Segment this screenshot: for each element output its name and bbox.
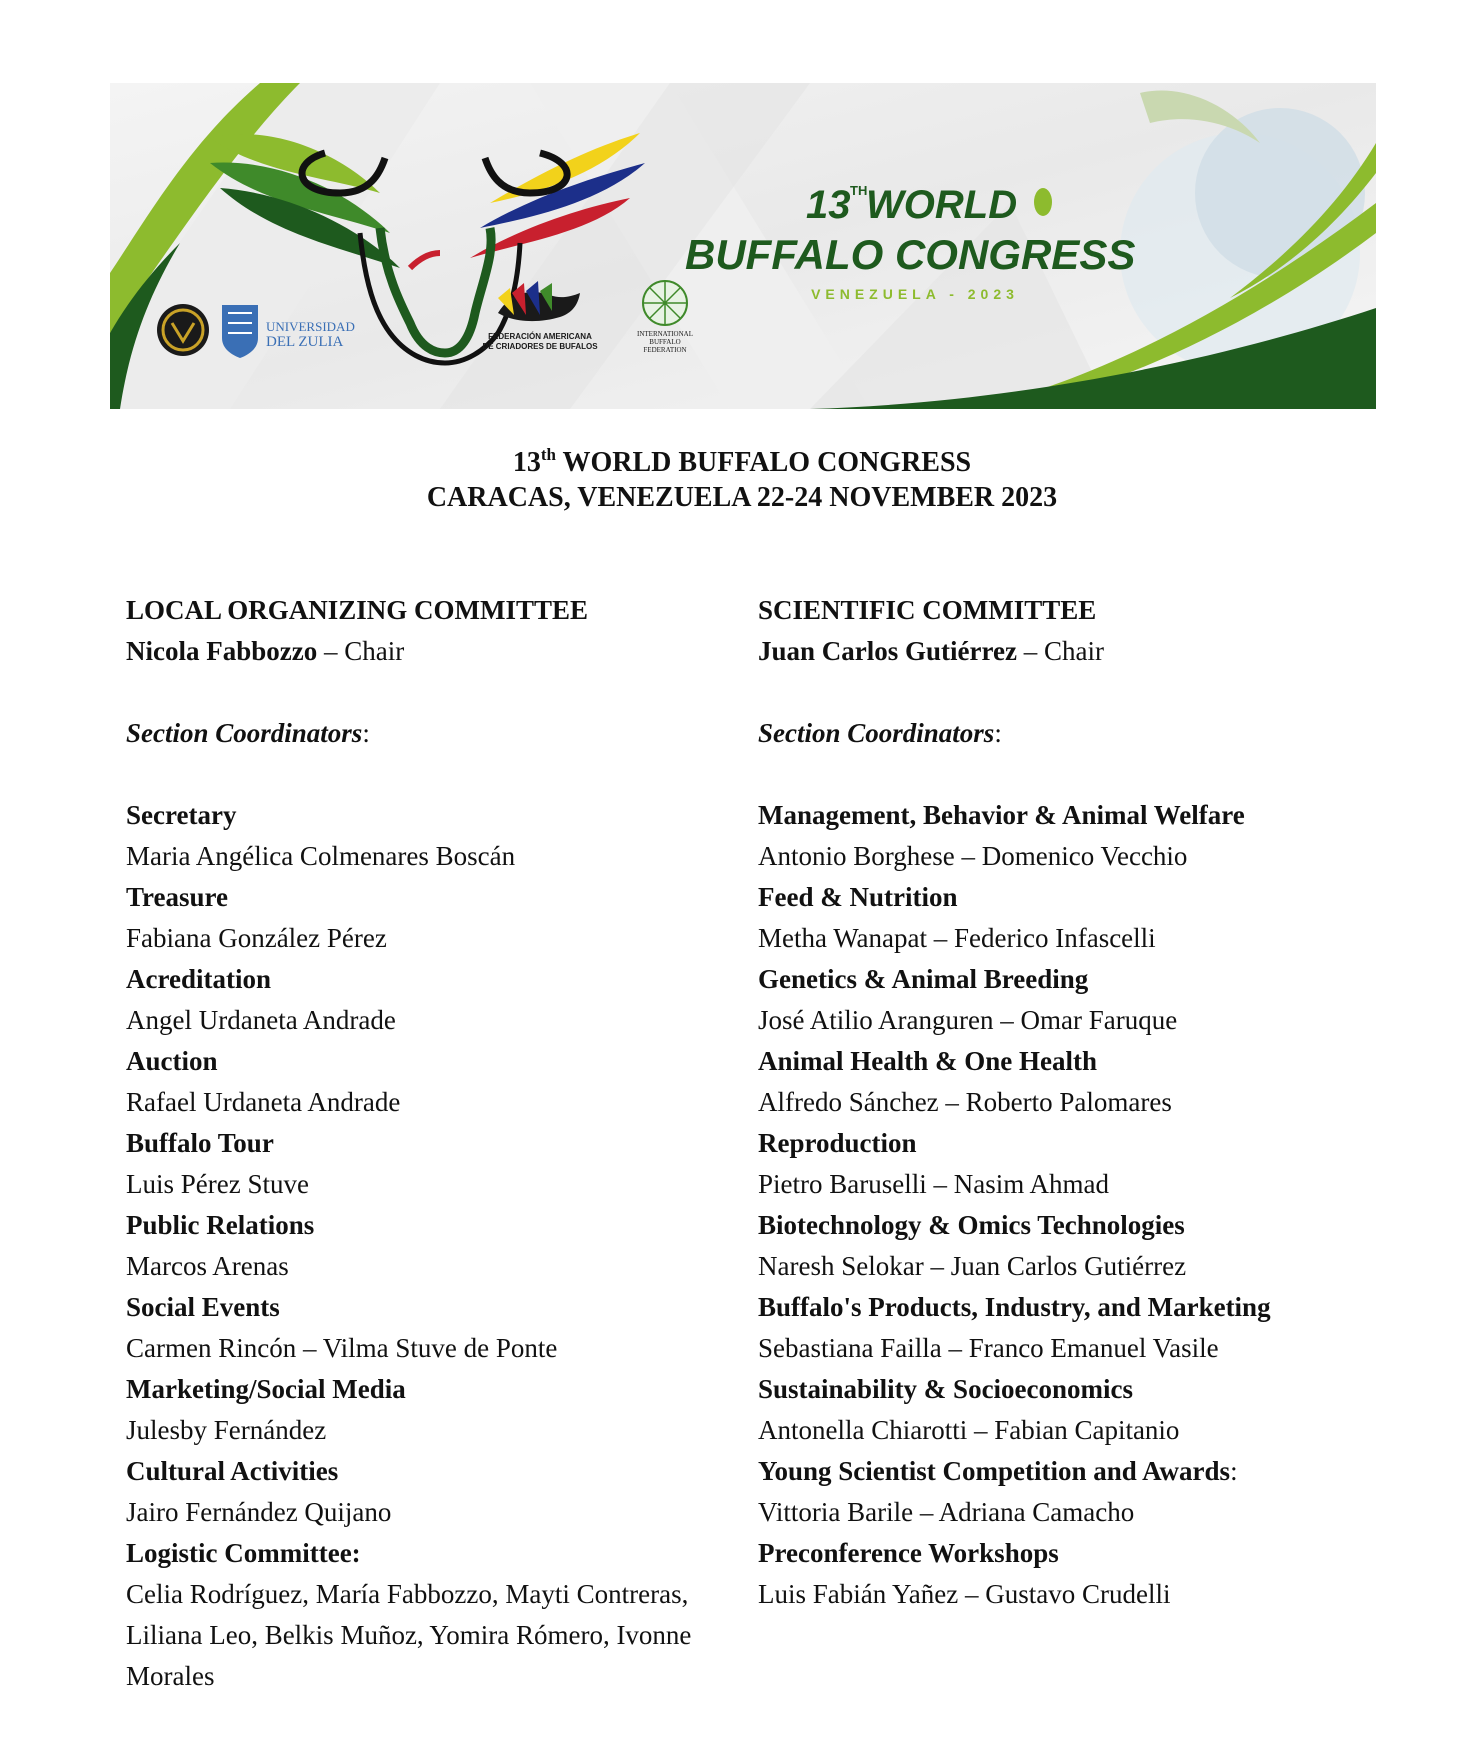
- ibf-name-line3: FEDERATION: [643, 346, 687, 354]
- role-name: Angel Urdaneta Andrade: [126, 1005, 396, 1035]
- section-label: Management, Behavior & Animal Welfare: [758, 800, 1245, 830]
- chair-line: [758, 631, 1458, 672]
- role-label: Logistic Committee:: [126, 1538, 361, 1568]
- ibf-name-line1: INTERNATIONAL: [637, 330, 693, 338]
- role-name: Carmen Rincón – Vilma Stuve de Ponte: [126, 1333, 558, 1363]
- role-label: Cultural Activities: [126, 1456, 339, 1486]
- role-label: Acreditation: [126, 964, 271, 994]
- event-heading-line2: CARACAS, VENEZUELA 22-24 NOVEMBER 2023: [426, 482, 1058, 513]
- section-label: Reproduction: [758, 1128, 917, 1158]
- section-names: Luis Fabián Yañez – Gustavo Crudelli: [758, 1579, 1171, 1609]
- role-label: Auction: [126, 1046, 218, 1076]
- section-label: Feed & Nutrition: [758, 882, 958, 912]
- role-label: Buffalo Tour: [126, 1128, 274, 1158]
- role-label: Marketing/Social Media: [126, 1374, 406, 1404]
- role-name: Celia Rodríguez, María Fabbozzo, Mayti Contreras, Liliana Leo, Belkis Muñoz, Yomira Rómero, Ivonne Morales: [126, 1579, 692, 1691]
- title-subtitle: VENEZUELA - 2023: [811, 286, 1019, 302]
- scientific-committee: [758, 590, 1458, 1615]
- committee-title: SCIENTIFIC COMMITTEE: [758, 595, 1097, 625]
- section-names: Pietro Baruselli – Nasim Ahmad: [758, 1169, 1109, 1199]
- title-line1: WORLD: [866, 183, 1018, 227]
- section-names: Antonio Borghese – Domenico Vecchio: [758, 841, 1188, 871]
- role-name: Julesby Fernández: [126, 1415, 327, 1445]
- local-organizing-committee: [126, 590, 726, 1697]
- chair-name: Juan Carlos Gutiérrez: [758, 636, 1017, 666]
- role-name: Rafael Urdaneta Andrade: [126, 1087, 401, 1117]
- section-coordinators-label: Section Coordinators:: [126, 718, 370, 748]
- role-name: Jairo Fernández Quijano: [126, 1497, 392, 1527]
- chair-name: Nicola Fabbozzo: [126, 636, 318, 666]
- luz-seal-logo: [157, 304, 209, 356]
- section-label: Animal Health & One Health: [758, 1046, 1097, 1076]
- title-number: 13: [806, 183, 851, 227]
- role-label: Social Events: [126, 1292, 280, 1322]
- role-label: Secretary: [126, 800, 237, 830]
- chair-role: – Chair: [317, 636, 405, 666]
- section-label: Sustainability & Socioeconomics: [758, 1374, 1134, 1404]
- section-label: Preconference Workshops: [758, 1538, 1059, 1568]
- role-name: Maria Angélica Colmenares Boscán: [126, 841, 516, 871]
- federation-name-line1: FEDERACIÓN AMERICANA: [488, 332, 592, 341]
- leaf-icon: [1034, 188, 1052, 216]
- role-label: Public Relations: [126, 1210, 315, 1240]
- section-label: Genetics & Animal Breeding: [758, 964, 1089, 994]
- federation-name-line2: DE CRIADORES DE BUFALOS: [482, 342, 598, 351]
- section-names: Alfredo Sánchez – Roberto Palomares: [758, 1087, 1172, 1117]
- banner-artwork: [110, 83, 1376, 409]
- section-names: Antonella Chiarotti – Fabian Capitanio: [758, 1415, 1180, 1445]
- ibf-name-line2: BUFFALO: [649, 338, 681, 346]
- congress-banner: [110, 83, 1376, 409]
- role-name: Fabiana González Pérez: [126, 923, 387, 953]
- title-suffix: TH: [850, 183, 868, 198]
- committee-title: LOCAL ORGANIZING COMMITTEE: [126, 595, 589, 625]
- chair-role: – Chair: [1016, 636, 1104, 666]
- role-label: Treasure: [126, 882, 228, 912]
- university-name-line1: UNIVERSIDAD: [266, 319, 355, 334]
- chair-line: [126, 631, 726, 672]
- section-label-with-colon: Young Scientist Competition and Awards:: [758, 1456, 1238, 1486]
- section-names: Naresh Selokar – Juan Carlos Gutiérrez: [758, 1251, 1187, 1281]
- section-label: Buffalo's Products, Industry, and Marketing: [758, 1292, 1271, 1322]
- role-name: Marcos Arenas: [126, 1251, 289, 1281]
- event-heading-line1: 13th WORLD BUFFALO CONGRESS: [512, 445, 972, 478]
- section-names: Vittoria Barile – Adriana Camacho: [758, 1497, 1135, 1527]
- section-names: Metha Wanapat – Federico Infascelli: [758, 923, 1156, 953]
- university-name-line2: DEL ZULIA: [266, 334, 344, 350]
- role-name: Luis Pérez Stuve: [126, 1169, 309, 1199]
- title-line2: BUFFALO CONGRESS: [685, 231, 1136, 278]
- section-names: Sebastiana Failla – Franco Emanuel Vasile: [758, 1333, 1219, 1363]
- section-names: José Atilio Aranguren – Omar Faruque: [758, 1005, 1178, 1035]
- section-label: Biotechnology & Omics Technologies: [758, 1210, 1185, 1240]
- section-coordinators-label: Section Coordinators:: [758, 718, 1002, 748]
